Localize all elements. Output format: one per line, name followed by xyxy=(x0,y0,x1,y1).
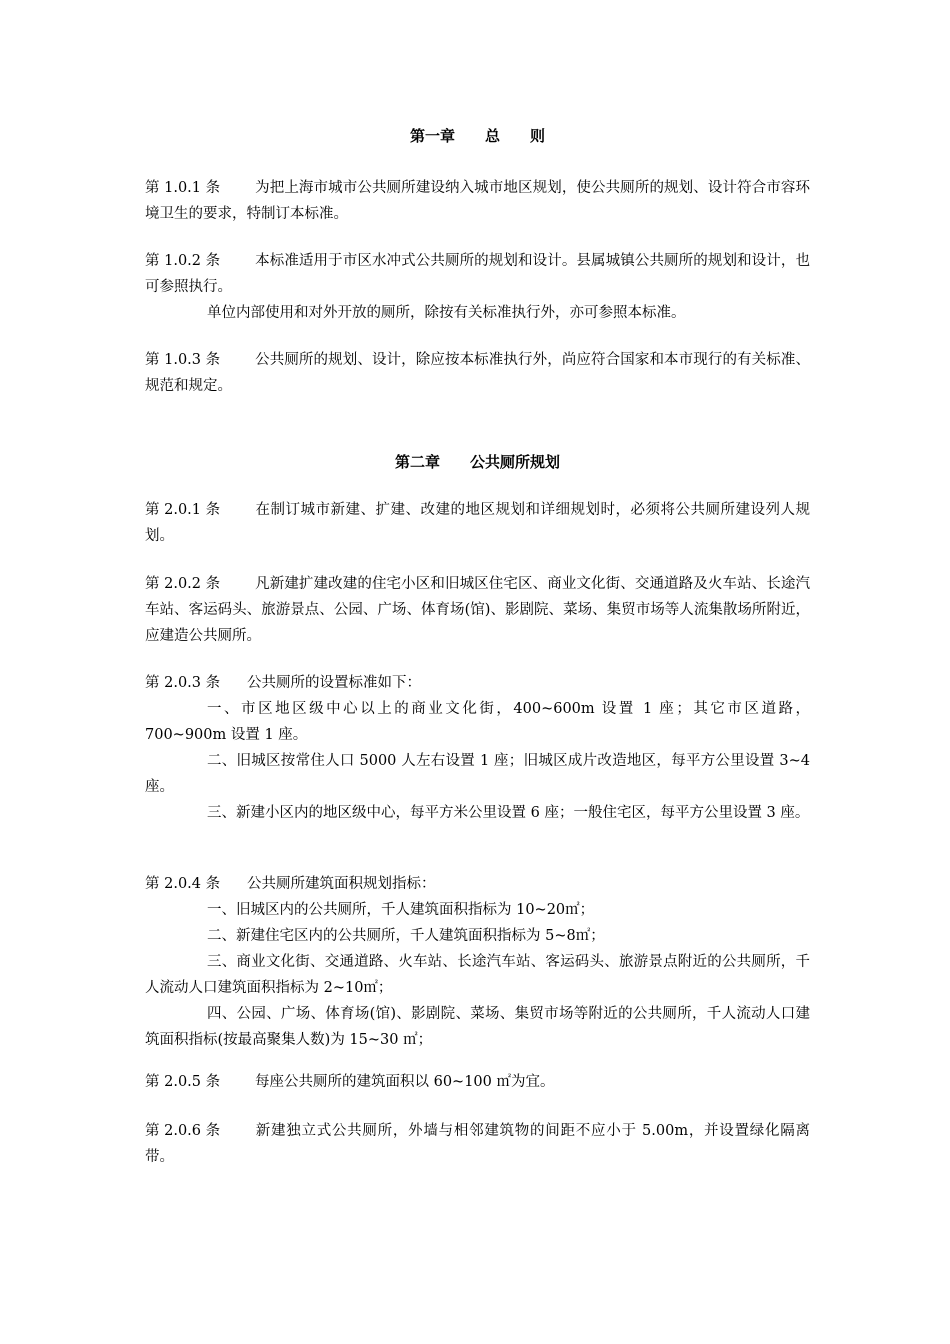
article-text: 公共厕所建筑面积规划指标： xyxy=(247,876,436,892)
article-number: 第 2.0.4 条 xyxy=(145,876,221,892)
list-item: 三、商业文化街、交通道路、火车站、长途汽车站、客运码头、旅游景点附近的公共厕所，千人流动人口建筑面积指标为 2~10㎡； xyxy=(145,954,810,996)
article-2-0-3 xyxy=(145,670,810,826)
article-number: 第 2.0.1 条 xyxy=(145,502,221,518)
article-text: 为把上海市城市公共厕所建设纳入城市地区规划，使公共厕所的规划、设计符合市容环境卫生的要求，特制订本标准。 xyxy=(145,180,810,222)
article-text: 公共厕所的规划、设计，除应按本标准执行外，尚应符合国家和本市现行的有关标准、规范和规定。 xyxy=(145,352,810,394)
article-text: 凡新建扩建改建的住宅小区和旧城区住宅区、商业文化街、交通道路及火车站、长途汽车站、客运码头、旅游景点、公园、广场、体育场(馆)、影剧院、菜场、集贸市场等人流集散场所附近，应建造公共厕所。 xyxy=(145,576,810,644)
article-number: 第 2.0.2 条 xyxy=(145,576,221,592)
article-2-0-1 xyxy=(145,497,810,549)
article-number: 第 2.0.6 条 xyxy=(145,1123,221,1139)
article-number: 第 1.0.2 条 xyxy=(145,253,221,269)
article-text: 在制订城市新建、扩建、改建的地区规划和详细规划时，必须将公共厕所建设列人规划。 xyxy=(145,502,810,544)
article-1-0-2 xyxy=(145,248,810,326)
list-item: 一、旧城区内的公共厕所，千人建筑面积指标为 10~20㎡； xyxy=(207,902,595,918)
list-item: 二、新建住宅区内的公共厕所，千人建筑面积指标为 5~8㎡； xyxy=(207,928,605,944)
article-number: 第 2.0.3 条 xyxy=(145,675,221,691)
article-1-0-3 xyxy=(145,347,810,399)
article-text: 每座公共厕所的建筑面积以 60~100 ㎡为宜。 xyxy=(255,1074,555,1090)
list-item: 四、公园、广场、体育场(馆)、影剧院、菜场、集贸市场等附近的公共厕所，千人流动人口建筑面积指标(按最高聚集人数)为 15~30 ㎡； xyxy=(145,1006,810,1048)
chapter-2-heading: 第二章 公共厕所规划 xyxy=(394,453,560,471)
chapter-1-heading: 第一章 总 则 xyxy=(409,127,545,145)
article-number: 第 1.0.1 条 xyxy=(145,180,221,196)
list-item: 一、市区地区级中心以上的商业文化街，400~600m 设置 1 座；其它市区道路，700~900m 设置 1 座。 xyxy=(145,701,810,743)
article-text: 公共厕所的设置标准如下： xyxy=(247,675,421,691)
article-number: 第 1.0.3 条 xyxy=(145,352,221,368)
article-text: 本标准适用于市区水冲式公共厕所的规划和设计。县属城镇公共厕所的规划和设计，也可参照执行。 xyxy=(145,253,810,295)
article-text: 新建独立式公共厕所，外墙与相邻建筑物的间距不应小于 5.00m，并设置绿化隔离带。 xyxy=(145,1123,810,1165)
article-2-0-5 xyxy=(145,1069,810,1095)
article-2-0-4 xyxy=(145,871,810,1053)
article-paragraph: 单位内部使用和对外开放的厕所，除按有关标准执行外，亦可参照本标准。 xyxy=(207,305,686,321)
article-number: 第 2.0.5 条 xyxy=(145,1074,221,1090)
article-2-0-2 xyxy=(145,571,810,649)
article-1-0-1 xyxy=(145,175,810,227)
article-2-0-6 xyxy=(145,1118,810,1170)
list-item: 三、新建小区内的地区级中心，每平方米公里设置 6 座；一般住宅区，每平方公里设置 3 座。 xyxy=(207,805,810,821)
list-item: 二、旧城区按常住人口 5000 人左右设置 1 座；旧城区成片改造地区，每平方公里设置 3~4 座。 xyxy=(145,753,810,795)
